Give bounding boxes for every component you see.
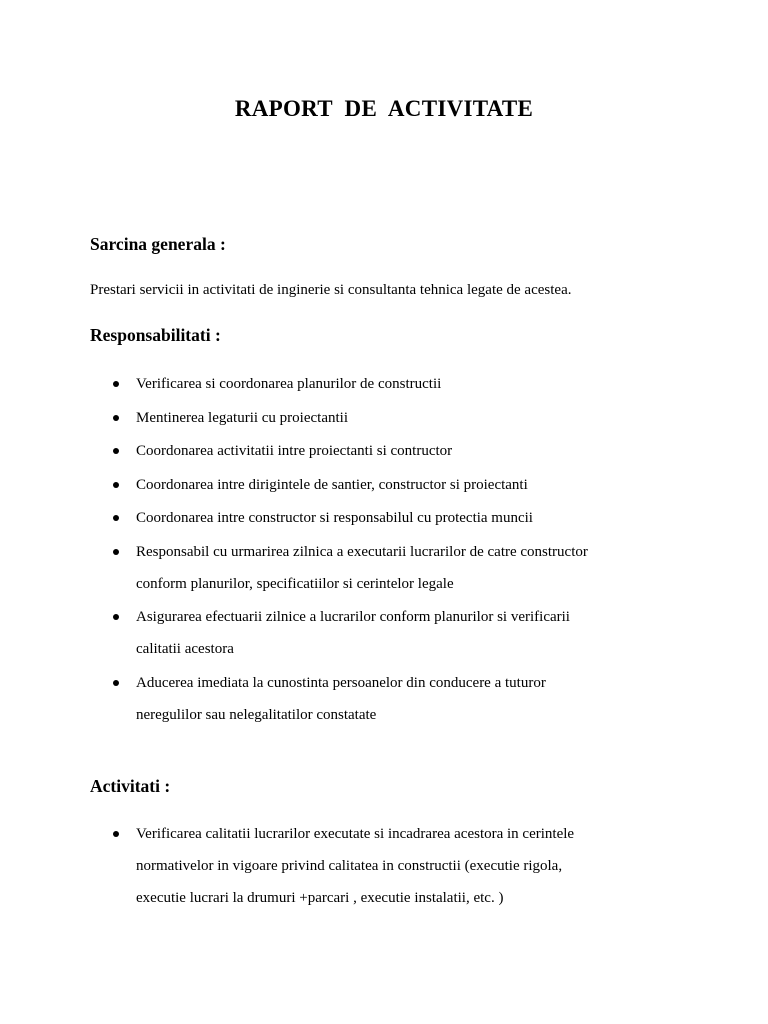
list-item-text: normativelor in vigoare privind calitatea in constructii (executie rigola, — [136, 858, 563, 874]
activities-heading: Activitati : — [90, 776, 171, 796]
list-item — [0, 402, 768, 434]
list-item-text: Verificarea calitatii lucrarilor executate si incadrarea acestora in cerintele — [136, 826, 575, 842]
list-item-text: calitatii acestora — [136, 641, 234, 657]
bullet-icon — [113, 415, 119, 421]
activities-list — [0, 818, 768, 916]
list-item — [0, 435, 768, 467]
list-item — [0, 667, 768, 731]
bullet-icon — [113, 680, 119, 686]
general-task-text: Prestari servicii in activitati de inginerie si consultanta tehnica legate de acestea. — [90, 282, 572, 298]
list-item-text: Coordonarea activitatii intre proiectanti si contructor — [136, 443, 453, 459]
bullet-icon — [113, 482, 119, 488]
bullet-icon — [113, 614, 119, 620]
list-item — [0, 601, 768, 665]
bullet-icon — [113, 448, 119, 454]
list-item — [0, 469, 768, 501]
document-title: RAPORT DE ACTIVITATE — [234, 96, 534, 121]
list-item-text: Asigurarea efectuarii zilnice a lucrarilor conform planurilor si verificarii — [136, 609, 570, 625]
list-item-text: neregulilor sau nelegalitatilor constatate — [136, 706, 377, 723]
list-item-text: Responsabil cu urmarirea zilnica a executarii lucrarilor de catre constructor — [136, 543, 588, 560]
bullet-icon — [113, 381, 119, 387]
list-item-text: Aducerea imediata la cunostinta persoanelor din conducere a tuturor — [136, 674, 546, 691]
list-item — [0, 502, 768, 534]
responsibilities-heading: Responsabilitati : — [90, 325, 221, 345]
list-item — [0, 368, 768, 400]
list-item-text: executie lucrari la drumuri +parcari , executie instalatii, etc. ) — [136, 890, 504, 906]
responsibilities-list — [0, 368, 768, 732]
list-item-text: Mentinerea legaturii cu proiectantii — [136, 409, 348, 426]
list-item-text: Verificarea si coordonarea planurilor de constructii — [136, 376, 442, 392]
list-item-text: Coordonarea intre constructor si responsabilul cu protectia muncii — [136, 510, 533, 526]
list-item-text: Coordonarea intre dirigintele de santier, constructor si proiectanti — [136, 476, 528, 493]
bullet-icon — [113, 831, 119, 837]
bullet-icon — [113, 515, 119, 521]
bullet-icon — [113, 549, 119, 555]
list-item — [0, 818, 768, 914]
list-item-text: conform planurilor, specificatiilor si cerintelor legale — [136, 575, 454, 592]
general-task-heading: Sarcina generala : — [90, 234, 226, 254]
list-item — [0, 536, 768, 600]
